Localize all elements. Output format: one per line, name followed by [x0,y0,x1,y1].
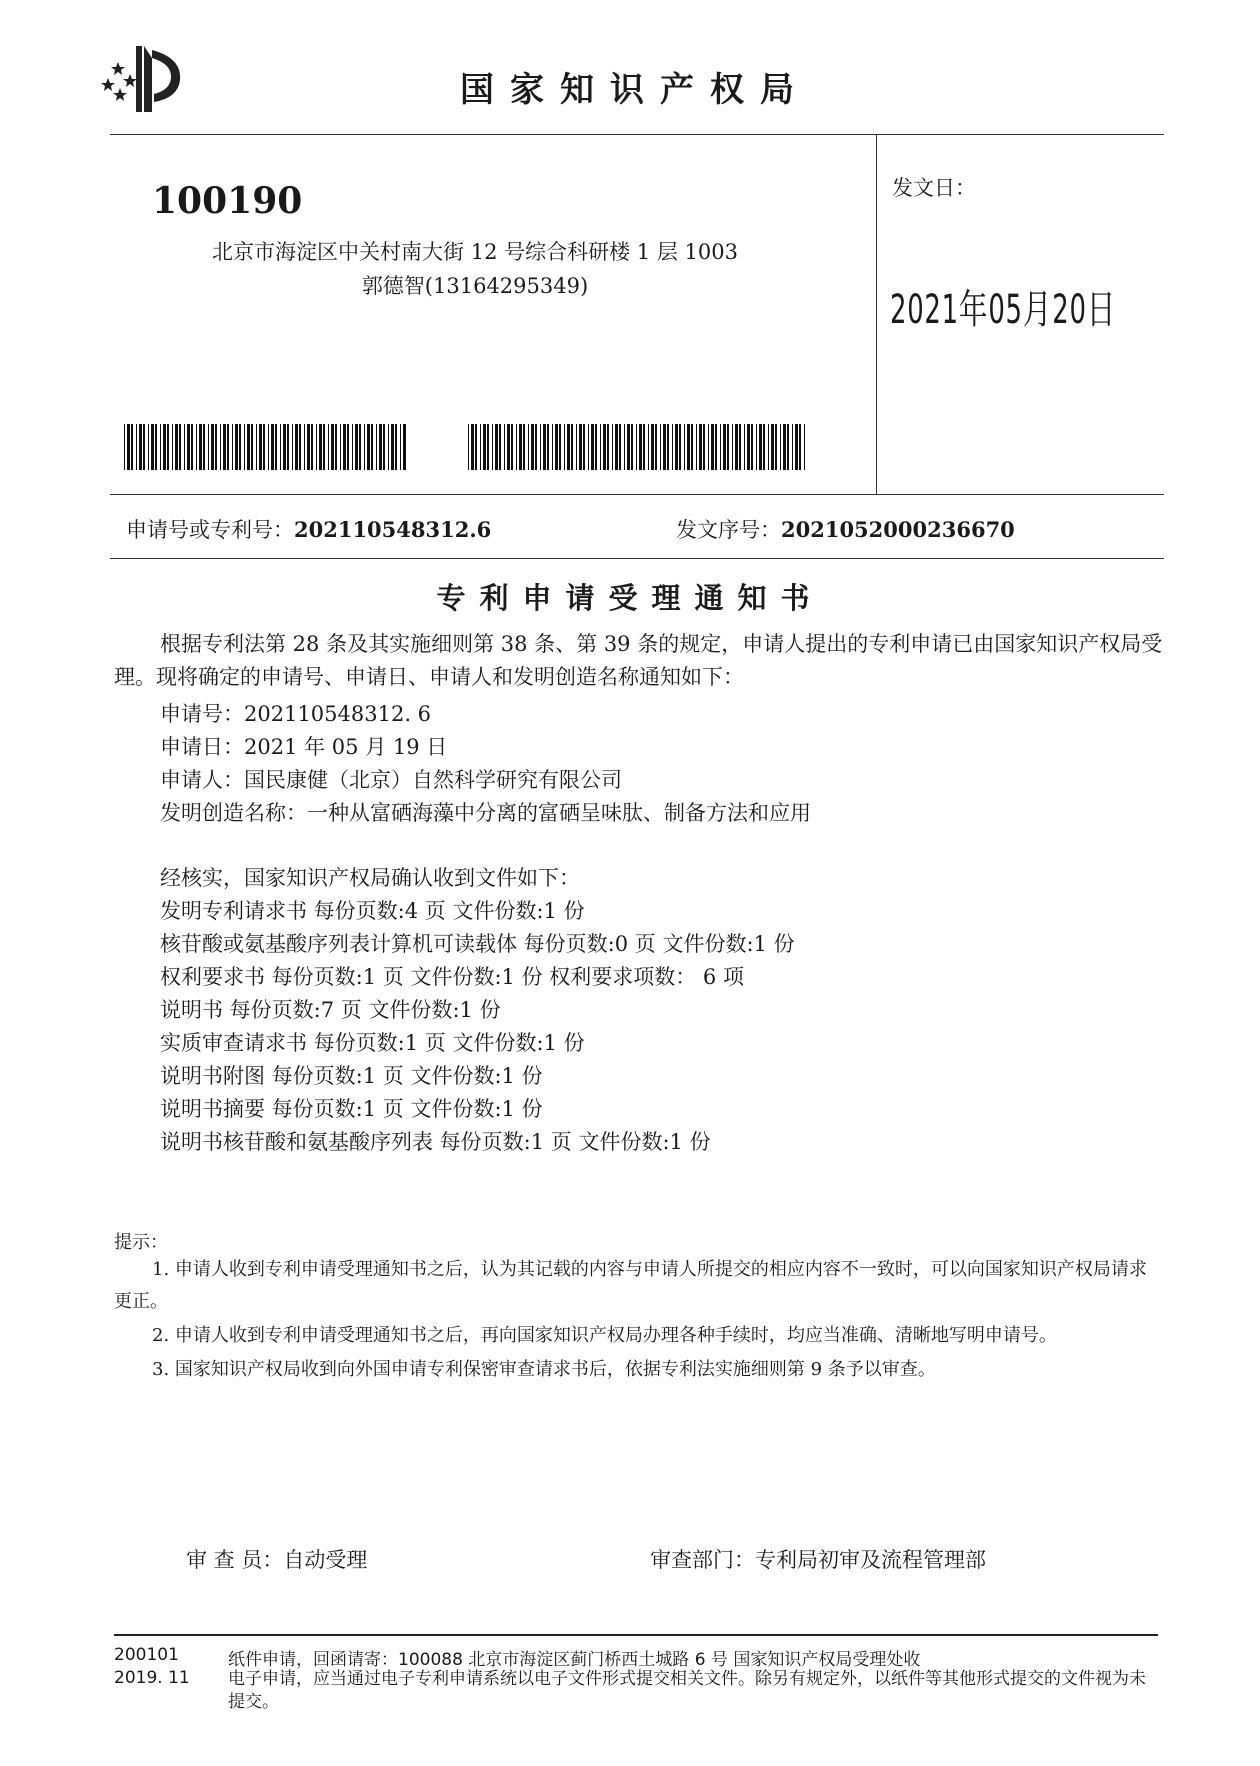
examiner-label: 审 查 员： [186,1548,284,1572]
field-applicant: 申请人：国民康健（北京）自然科学研究有限公司 [160,768,622,792]
serial-number-value: 2021052000236670 [781,517,1015,542]
application-number-label: 申请号或专利号： [126,518,294,542]
date-column-divider [876,134,877,494]
document-item: 说明书摘要 每份页数:1 页 文件份数:1 份 [160,1097,543,1121]
intro-paragraph: 根据专利法第 28 条及其实施细则第 38 条、第 39 条的规定，申请人提出的专利申请已由国家知识产权局受理。现将确定的申请号、申请日、申请人和发明创造名称通知如下： [114,632,1163,689]
field-application-number: 申请号：202110548312. 6 [160,702,432,726]
field-invention-title: 发明创造名称：一种从富硒海藻中分离的富硒呈味肽、制备方法和应用 [160,801,811,825]
department-label: 审查部门： [650,1548,755,1572]
recipient-contact: 郭德智(13164295349) [361,274,589,298]
document-item: 说明书 每份页数:7 页 文件份数:1 份 [160,998,501,1022]
examiner-value: 自动受理 [283,1548,368,1572]
address-block-divider [110,494,1164,495]
footer-paper-line: 纸件申请，回函请寄：100088 北京市海淀区蓟门桥西土城路 6 号 国家知识产权局受理处收 [228,1650,921,1670]
issue-date-label: 发文日： [892,176,976,200]
application-number-row [126,514,491,544]
form-code: 200101 [114,1645,179,1665]
document-item: 实质审查请求书 每份页数:1 页 文件份数:1 份 [160,1031,585,1055]
header-divider [110,134,1164,135]
tip-item: 3. 国家知识产权局收到向外国申请专利保密审查请求书后，依据专利法实施细则第 9 条予以审查。 [152,1359,936,1380]
tip-item: 2. 申请人收到专利申请受理通知书之后，再向国家知识产权局办理各种手续时，均应当准确、清晰地写明申请号。 [152,1325,1057,1346]
document-item: 权利要求书 每份页数:1 页 文件份数:1 份 权利要求项数： 6 项 [160,965,744,989]
department-value: 专利局初审及流程管理部 [755,1548,986,1572]
document-item: 说明书附图 每份页数:1 页 文件份数:1 份 [160,1064,543,1088]
footer-electronic-line: 电子申请，应当通过电子专利申请系统以电子文件形式提交相关文件。除另有规定外，以纸件等其他形式提交的文件视为未提交。 [228,1669,1146,1712]
serial-number-row [676,514,1015,544]
barcode-left [124,424,408,470]
tip-item: 1. 申请人收到专利申请受理通知书之后，认为其记载的内容与申请人所提交的相应内容不一致时，可以向国家知识产权局请求更正。 [114,1259,1147,1312]
footer-divider [114,1634,1158,1636]
notice-title: 专利申请受理通知书 [436,581,824,615]
serial-number-label: 发文序号： [676,518,781,542]
examiner-row [186,1544,367,1574]
field-application-date: 申请日：2021 年 05 月 19 日 [160,735,448,759]
document-item: 核苷酸或氨基酸序列表计算机可读载体 每份页数:0 页 文件份数:1 份 [160,932,795,956]
barcode-right [468,424,808,470]
document-item: 发明专利请求书 每份页数:4 页 文件份数:1 份 [160,899,585,923]
application-number-value: 202110548312.6 [294,517,492,542]
meta-divider [110,558,1164,559]
agency-name: 国家知识产权局 [460,70,810,110]
form-version: 2019. 11 [114,1668,190,1688]
verify-intro: 经核实，国家知识产权局确认收到文件如下： [160,866,580,890]
recipient-address: 北京市海淀区中关村南大街 12 号综合科研楼 1 层 1003 [212,240,738,264]
tips-label: 提示： [114,1232,168,1253]
issue-date-value: 2021年05月20日 [890,287,1117,333]
postcode: 100190 [152,180,303,222]
cnipa-logo-icon [94,40,194,120]
document-item: 说明书核苷酸和氨基酸序列表 每份页数:1 页 文件份数:1 份 [160,1130,711,1154]
department-row [650,1544,986,1574]
